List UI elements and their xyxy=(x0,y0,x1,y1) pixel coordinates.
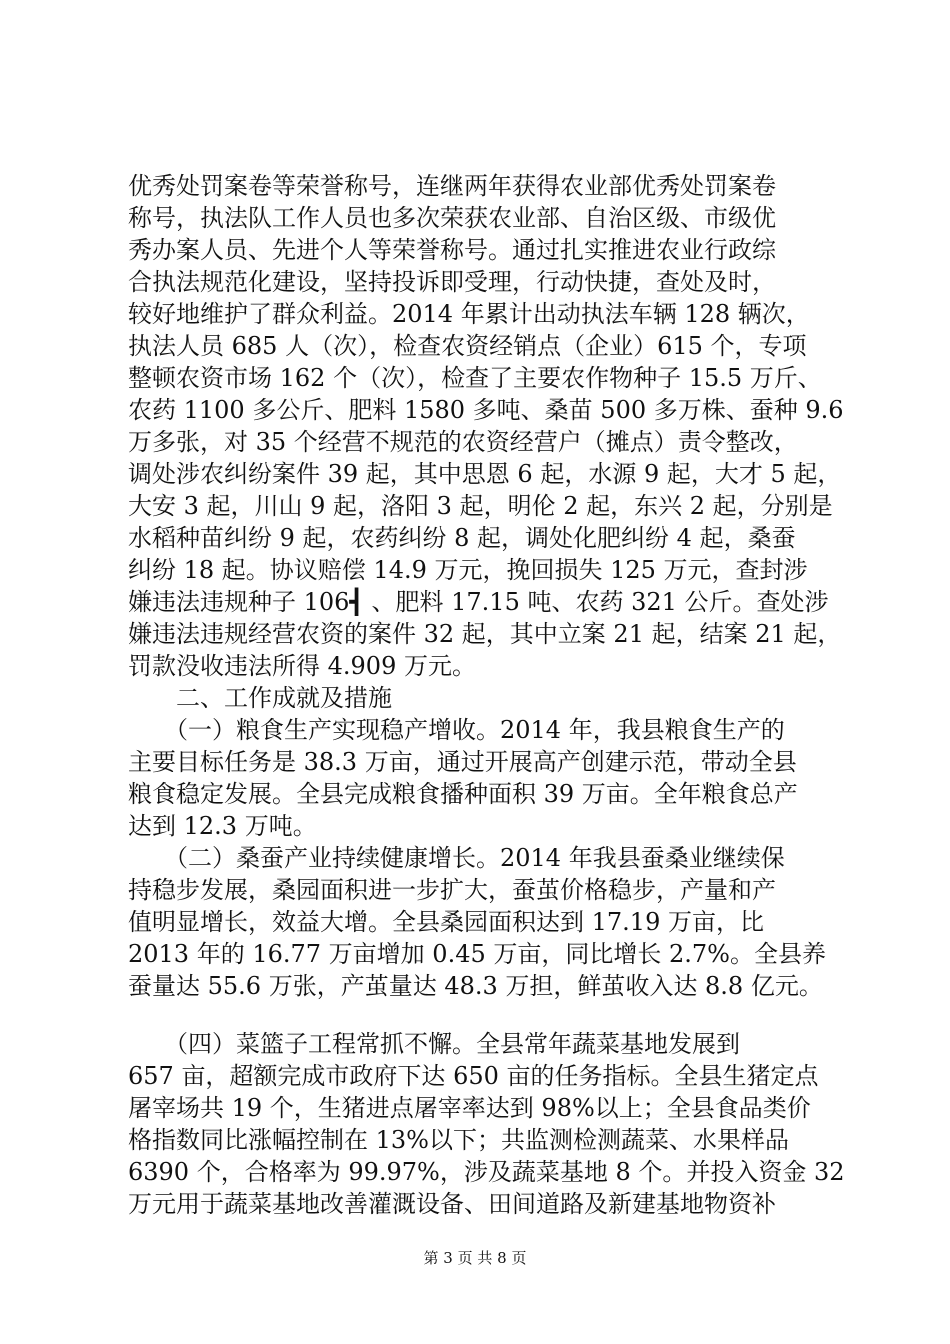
text-line: 执法人员 685 人（次），检查农资经销点（企业）615 个，专项 xyxy=(128,332,807,360)
text-line: 万元用于蔬菜基地改善灌溉设备、田间道路及新建基地物资补 xyxy=(128,1190,776,1218)
text-line: 嫌违法违规经营农资的案件 32 起，其中立案 21 起，结案 21 起， xyxy=(128,620,842,648)
text-line: 达到 12.3 万吨。 xyxy=(128,812,317,840)
paragraph-start: （二）桑蚕产业持续健康增长。2014 年我县蚕桑业继续保 xyxy=(128,844,785,872)
text-line: 农药 1100 多公斤、肥料 1580 多吨、桑苗 500 多万株、蚕种 9.6 xyxy=(128,396,844,424)
text-line: 持稳步发展，桑园面积进一步扩大，蚕茧价格稳步，产量和产 xyxy=(128,876,776,904)
paragraph-gap xyxy=(128,1002,828,1028)
text-line: 调处涉农纠纷案件 39 起，其中思恩 6 起，水源 9 起，大才 5 起， xyxy=(128,460,842,488)
text-line: 主要目标任务是 38.3 万亩，通过开展高产创建示范，带动全县 xyxy=(128,748,797,776)
page-footer: 第 3 页 共 8 页 xyxy=(423,1249,527,1267)
text-line: 万多张，对 35 个经营不规范的农资经营户（摊点）责令整改， xyxy=(128,428,798,456)
text-line: 蚕量达 55.6 万张，产茧量达 48.3 万担，鲜茧收入达 8.8 亿元。 xyxy=(128,972,823,1000)
text-line: 657 亩，超额完成市政府下达 650 亩的任务指标。全县生猪定点 xyxy=(128,1062,819,1090)
text-line: 秀办案人员、先进个人等荣誉称号。通过扎实推进农业行政综 xyxy=(128,236,776,264)
text-line: 水稻种苗纠纷 9 起，农药纠纷 8 起，调处化肥纠纷 4 起，桑蚕 xyxy=(128,524,796,552)
text-line: 纠纷 18 起。协议赔偿 14.9 万元，挽回损失 125 万元，查封涉 xyxy=(128,556,808,584)
text-line: 6390 个，合格率为 99.97%，涉及蔬菜基地 8 个。并投入资金 32 xyxy=(128,1158,845,1186)
text-line: 大安 3 起，川山 9 起，洛阳 3 起，明伦 2 起，东兴 2 起，分别是 xyxy=(128,492,833,520)
text-line: 粮食稳定发展。全县完成粮食播种面积 39 万亩。全年粮食总产 xyxy=(128,780,798,808)
text-line: 2013 年的 16.77 万亩增加 0.45 万亩，同比增长 2.7%。全县养 xyxy=(128,940,826,968)
text-line: 合执法规范化建设，坚持投诉即受理，行动快捷，查处及时， xyxy=(128,268,776,296)
text-line: 屠宰场共 19 个，生猪进点屠宰率达到 98%以上；全县食品类价 xyxy=(128,1094,811,1122)
text-line: 较好地维护了群众利益。2014 年累计出动执法车辆 128 辆次， xyxy=(128,300,810,328)
text-line: 整顿农资市场 162 个（次），检查了主要农作物种子 15.5 万斤、 xyxy=(128,364,822,392)
text-line: 罚款没收违法所得 4.909 万元。 xyxy=(128,652,476,680)
text-line: 优秀处罚案卷等荣誉称号，连继两年获得农业部优秀处罚案卷 xyxy=(128,172,776,200)
text-line: 称号，执法队工作人员也多次荣获农业部、自治区级、市级优 xyxy=(128,204,776,232)
text-line: 嫌违法违规种子 106┫ 、肥料 17.15 吨、农药 321 公斤。查处涉 xyxy=(128,588,829,616)
paragraph-start: （一）粮食生产实现稳产增收。2014 年，我县粮食生产的 xyxy=(128,716,785,744)
paragraph-start: （四）菜篮子工程常抓不懈。全县常年蔬菜基地发展到 xyxy=(128,1030,740,1058)
section-heading: 二、工作成就及措施 xyxy=(128,684,392,712)
text-line: 值明显增长，效益大增。全县桑园面积达到 17.19 万亩，比 xyxy=(128,908,764,936)
text-line: 格指数同比涨幅控制在 13%以下；共监测检测蔬菜、水果样品 xyxy=(128,1126,789,1154)
document-body xyxy=(128,170,845,1220)
